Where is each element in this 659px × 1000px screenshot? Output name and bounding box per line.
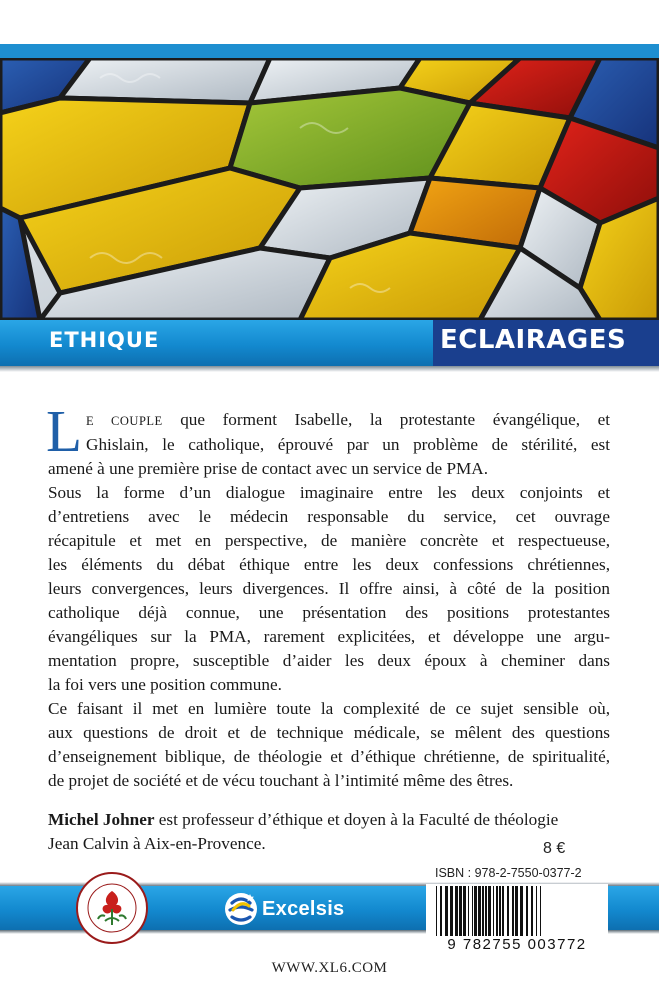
price-label: 8 € <box>543 840 566 857</box>
blurb-line: d’entretiens avec le médecin responsable du service, cet ouvrage <box>48 507 610 526</box>
blurb-line: E COUPLE que forment Isabelle, la protestante évangélique, et <box>86 410 610 429</box>
barcode-bar <box>468 886 469 938</box>
barcode-bar <box>478 886 481 938</box>
barcode-bar <box>488 886 491 938</box>
excelsis-wordmark: Excelsis <box>262 897 345 920</box>
blurb-line: récapitule et met en perspective, de manière concrète et respectueuse, <box>48 531 610 550</box>
top-color-strip <box>0 44 659 58</box>
blurb-line: de projet de société et de vécu touchant à l’intimité même des êtres. <box>48 771 514 790</box>
stained-glass-image <box>0 58 659 320</box>
blurb-line: aux questions de droit et de technique médicale, se mêlent des questions <box>48 723 610 742</box>
barcode-bar <box>502 886 504 938</box>
series-band-shadow <box>0 366 659 372</box>
barcode-bar <box>459 886 462 938</box>
barcode-bar <box>520 886 523 938</box>
barcode-bar <box>496 886 498 938</box>
author-bio: Michel Johner est professeur d’éthique et doyen à la Faculté de théologie Jean Calvin à Aix-en-Provence. <box>48 810 559 853</box>
barcode-digits: 9 782755 003772 <box>426 936 608 953</box>
barcode-bar <box>512 886 514 938</box>
publisher-website: WWW.XL6.COM <box>271 960 388 976</box>
barcode-bar <box>482 886 484 938</box>
blurb-line: Ce faisant il met en lumière toute la complexité de ce sujet sensible où, <box>48 699 610 718</box>
blurb-line: mentation propre, susceptible d’aider les deux époux à cheminer dans <box>48 651 610 670</box>
barcode-bar <box>536 886 537 938</box>
blurb-line: la foi vers une position commune. <box>48 675 282 694</box>
barcode-bar <box>445 886 448 938</box>
isbn-barcode <box>426 884 608 944</box>
barcode-bar <box>515 886 518 938</box>
barcode-bar <box>493 886 494 938</box>
barcode-bar <box>436 886 437 938</box>
series-title: ECLAIRAGES <box>440 325 627 355</box>
barcode-bar <box>450 886 453 938</box>
series-category: ETHIQUE <box>49 328 160 352</box>
blurb-line: d’enseignement biblique, de théologie et d’éthique chrétienne, de spiritualité, <box>48 747 610 766</box>
back-cover-blurb <box>46 398 610 793</box>
barcode-bar <box>526 886 528 938</box>
barcode-bar <box>472 886 473 938</box>
drop-cap: L <box>46 398 83 464</box>
barcode-bar <box>507 886 509 938</box>
blurb-line: leurs convergences, leurs divergences. Il offre ainsi, à côté de la position <box>48 579 610 598</box>
barcode-bar <box>455 886 458 938</box>
isbn-label: ISBN : 978-2-7550-0377-2 <box>435 866 582 880</box>
blurb-line: Ghislain, le catholique, éprouvé par un problème de stérilité, est <box>86 435 610 454</box>
faculte-jean-calvin-seal-logo <box>75 871 149 945</box>
barcode-bar <box>463 886 466 938</box>
barcode-bar <box>540 886 541 938</box>
blurb-line: Sous la forme d’un dialogue imaginaire entre les deux conjoints et <box>48 483 610 502</box>
blurb-line: les éléments du débat éthique entre les deux confessions chrétiennes, <box>48 555 610 574</box>
barcode-bar <box>440 886 442 938</box>
blurb-line: catholique déjà connue, une présentation des positions protestantes <box>48 603 610 622</box>
author-name: Michel Johner <box>48 810 155 829</box>
barcode-bar <box>531 886 533 938</box>
blurb-line: amené à une première prise de contact avec un service de PMA. <box>48 459 488 478</box>
blurb-line: évangéliques sur la PMA, rarement explicitées, et développe une argu- <box>48 627 610 646</box>
barcode-bar <box>474 886 477 938</box>
excelsis-emblem-icon <box>224 891 258 927</box>
barcode-bar <box>499 886 501 938</box>
excelsis-logo <box>224 889 344 929</box>
barcode-bar <box>485 886 487 938</box>
